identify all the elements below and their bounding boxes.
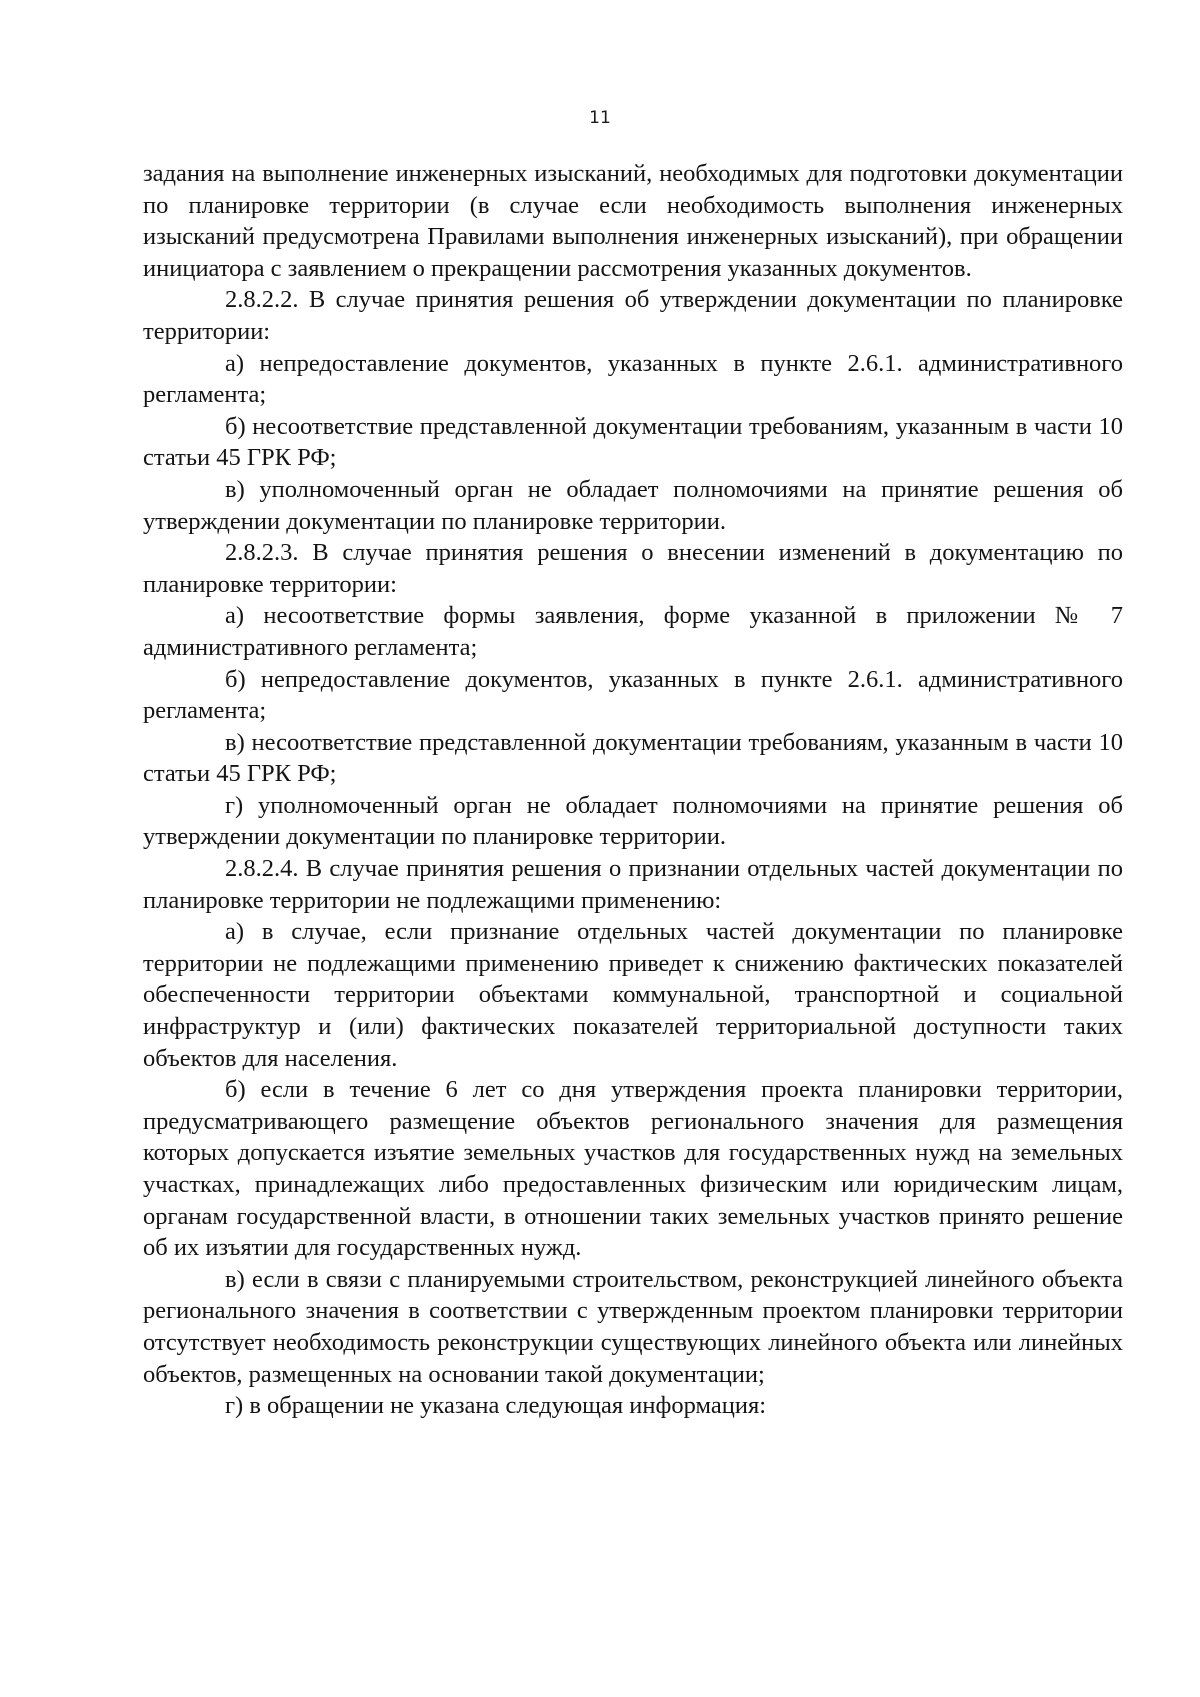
paragraph-item: б) если в течение 6 лет со дня утверждения проекта планировки территории, предусматривающего размещение объектов регионального значения для размещения которых допускается изъятие земельных участков для государственных нужд на земельных участках, принадлежащих либо предоставленных физическим или юридическим лицам, органам государственной власти, в отношении таких земельных участков принято решение об их изъятии для государственных нужд. [143, 1076, 1123, 1262]
paragraph-clause-2-8-2-4: 2.8.2.4. В случае принятия решения о признании отдельных частей документации по планировке территории не подлежащими применению: [143, 855, 1123, 914]
paragraph-item: а) несоответствие формы заявления, форме указанной в приложении № 7 административного регламента; [143, 602, 1123, 661]
paragraph-clause-2-8-2-2: 2.8.2.2. В случае принятия решения об утверждении документации по планировке территории: [143, 286, 1123, 345]
paragraph-item: г) в обращении не указана следующая информация: [225, 1392, 767, 1420]
paragraph-continuation: задания на выполнение инженерных изысканий, необходимых для подготовки документации по планировке территории (в случае если необходимость выполнения инженерных изысканий предусмотрена Правилами выполнения инженерных изысканий), при обращении инициатора с заявлением о прекращении рассмотрения указанных документов. [143, 160, 1123, 282]
paragraph-item: г) уполномоченный орган не обладает полномочиями на принятие решения об утверждении документации по планировке территории. [143, 791, 1123, 851]
paragraph-item: в) уполномоченный орган не обладает полномочиями на принятие решения об утверждении документации по планировке территории. [143, 475, 1123, 535]
paragraph-clause-2-8-2-3: 2.8.2.3. В случае принятия решения о внесении изменений в документацию по планировке территории: [143, 539, 1123, 598]
document-body [143, 158, 1123, 1422]
paragraph-item: в) если в связи с планируемыми строительством, реконструкцией линейного объекта регионального значения в соответствии с утвержденным проектом планировки территории отсутствует необходимость реконструкции существующих линейного объекта или линейных объектов, размещенных на основании такой документации; [143, 1265, 1123, 1388]
paragraph-item: б) несоответствие представленной документации требованиям, указанным в части 10 статьи 45 ГРК РФ; [143, 412, 1123, 472]
paragraph-item: а) непредоставление документов, указанных в пункте 2.6.1. административного регламента; [143, 349, 1123, 409]
paragraph-item: а) в случае, если признание отдельных частей документации по планировке территории не подлежащими применению приведет к снижению фактических показателей обеспеченности территории объектами коммунальной, транспортной и социальной инфраструктур и (или) фактических показателей территориальной доступности таких объектов для населения. [143, 918, 1123, 1072]
paragraph-item: в) несоответствие представленной документации требованиям, указанным в части 10 статьи 45 ГРК РФ; [143, 728, 1123, 788]
page-number: 11 [589, 108, 611, 128]
paragraph-item: б) непредоставление документов, указанных в пункте 2.6.1. административного регламента; [143, 665, 1123, 725]
